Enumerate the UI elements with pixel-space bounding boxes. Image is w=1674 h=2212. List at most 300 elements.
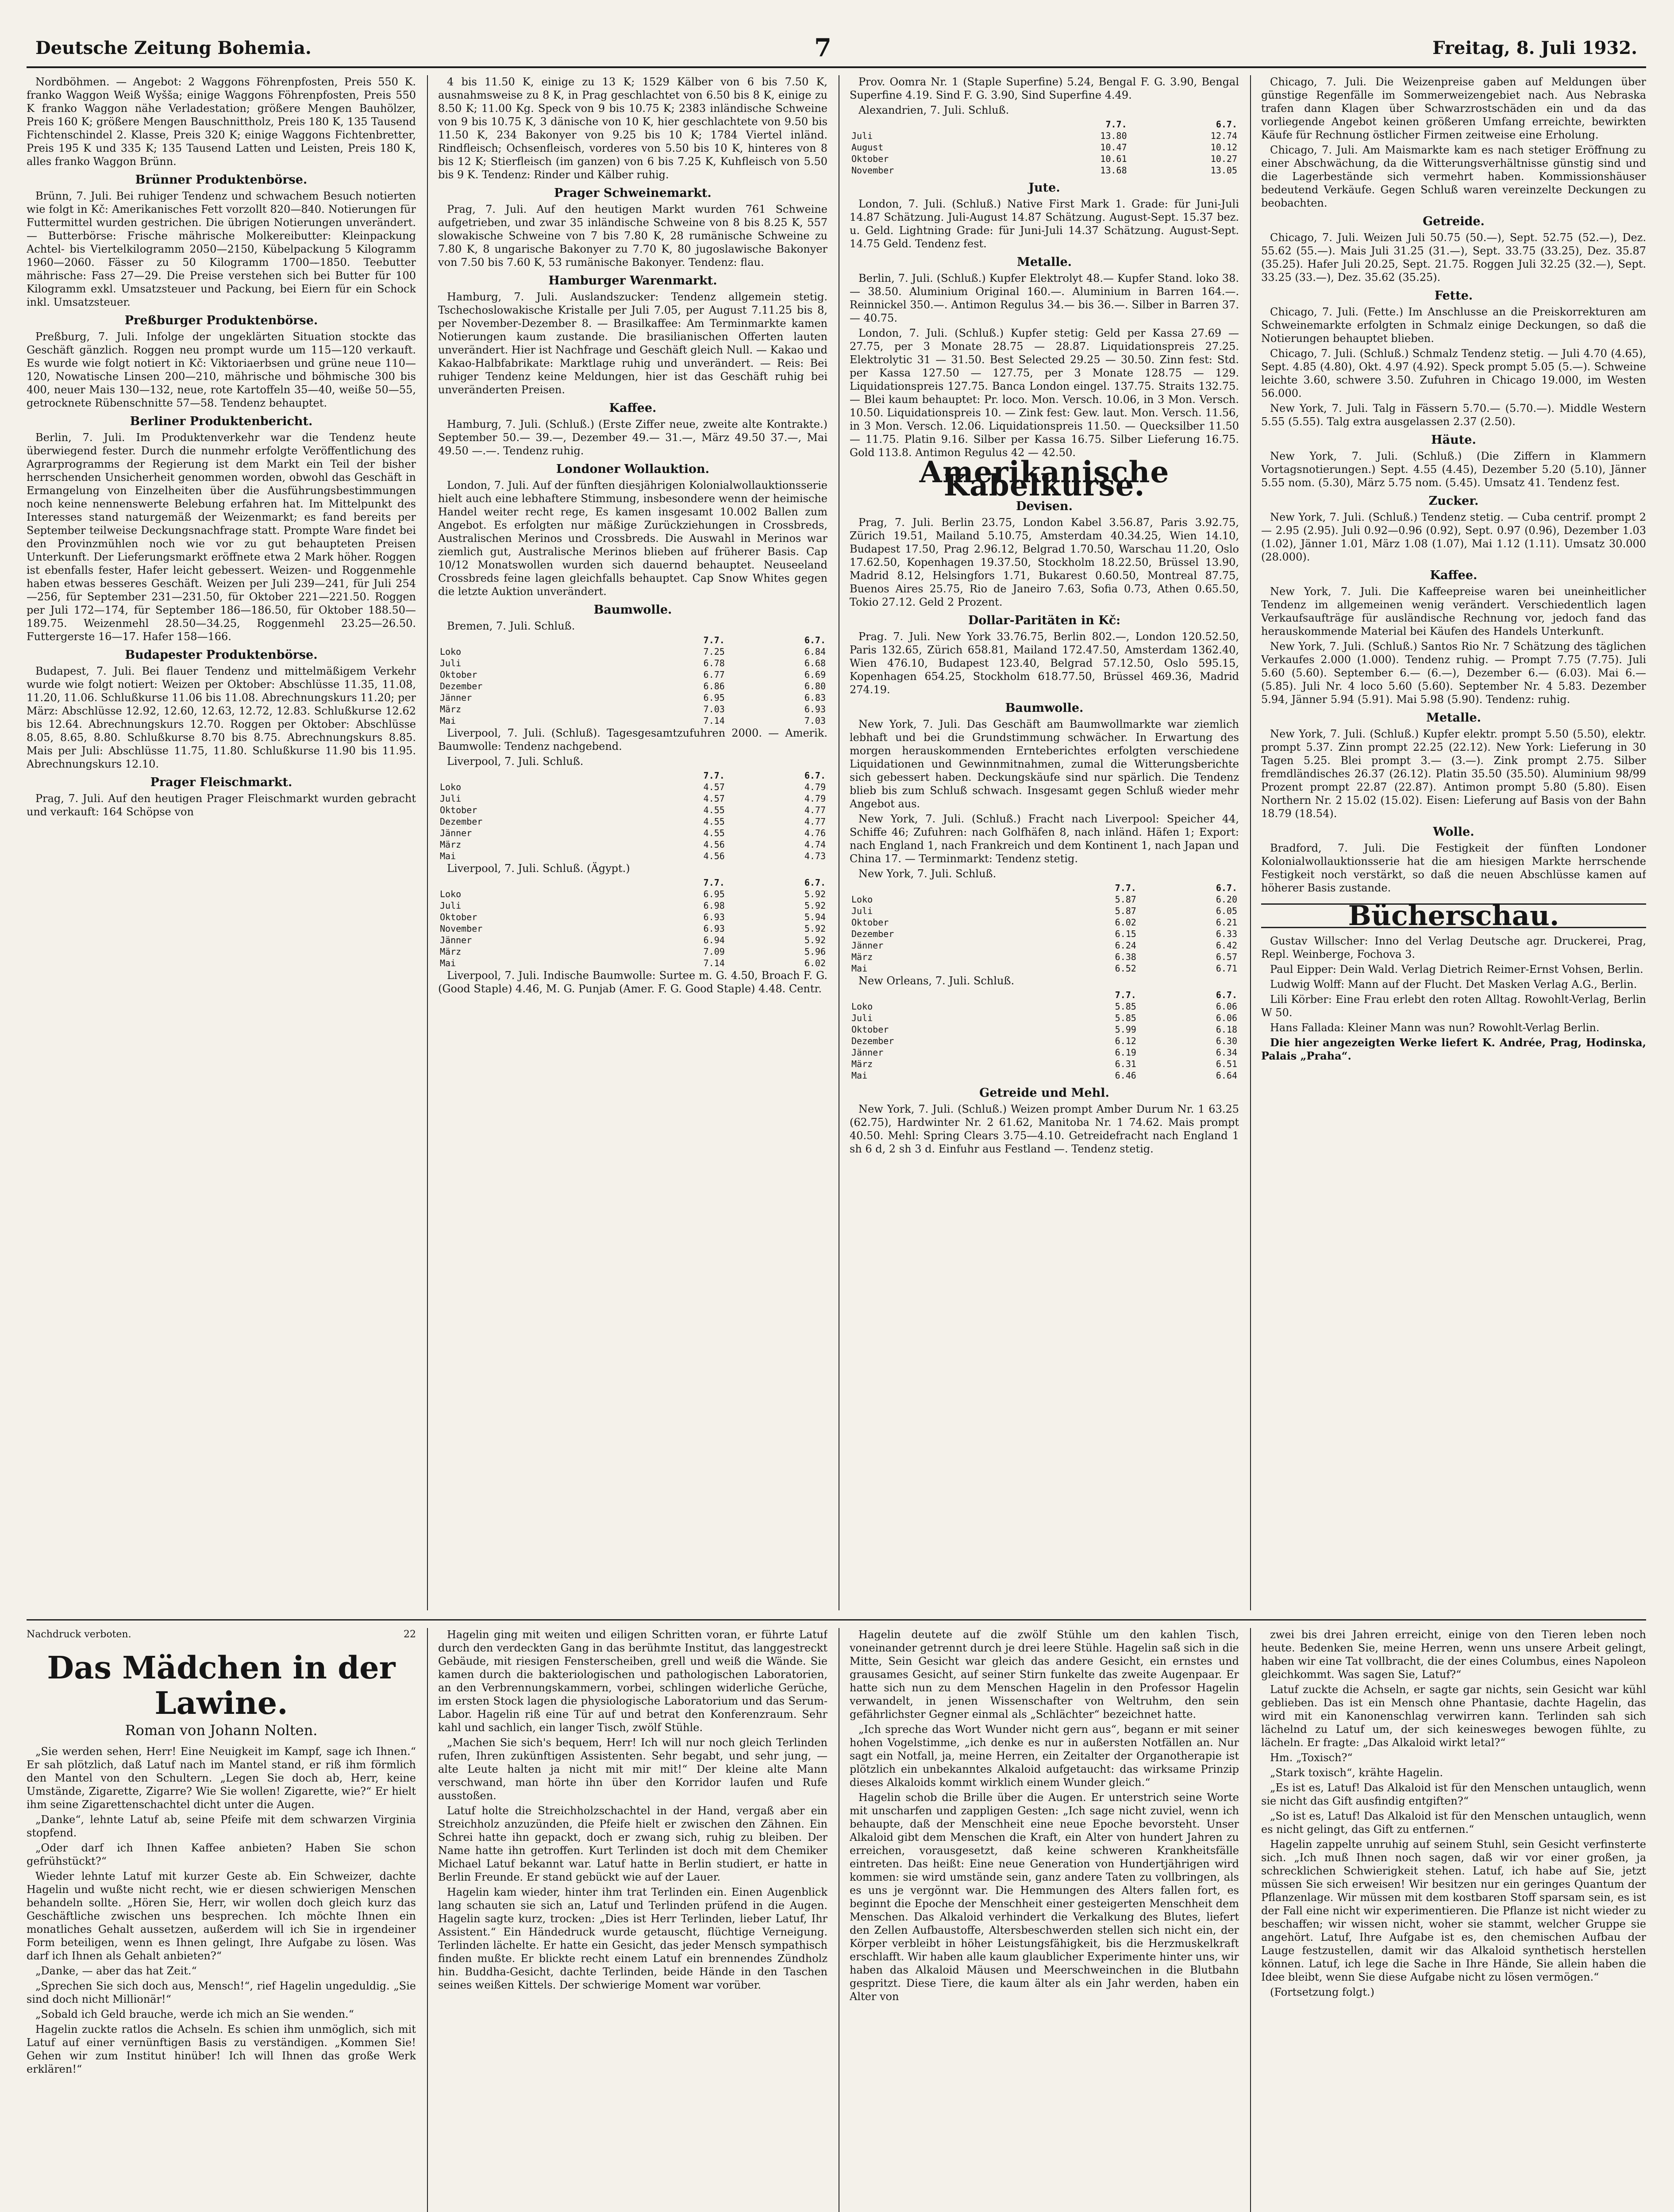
table-cell: Juli <box>440 793 462 804</box>
table-row <box>438 839 827 850</box>
novel-text <box>1261 1628 1646 1999</box>
novel-column-4 <box>1261 1628 1646 2212</box>
table-cell: Dezember <box>851 1036 894 1046</box>
section-heading: Kaffee. <box>609 401 657 415</box>
table-header-cell: 7.7. <box>1115 990 1136 1000</box>
paragraph: Prag, 7. Juli. Auf den heutigen Markt wurden 761 Schweine aufgetrieben, und zwar 35 inländische Schweine von 8 bis 8.25 K, 557 slowakische Schweine von 7 bis 7.80 K, 28 rumänische Schweine zu 7.80 K, 8 ungarische Bakonyer zu 7.70 K, 80 jugoslawische Bakonyer von 7.50 bis 7.60 K, 53 rumänische Bakonyer. Tendenz: flau. <box>438 203 827 269</box>
table-cell: Jänner <box>851 940 884 951</box>
table-cell: Jänner <box>440 692 472 703</box>
paragraph: New York, 7. Juli. (Schluß.) Fracht nach Liverpool: Speicher 44, Schiffe 46; Zufuhren: nach Golfhäfen 8, nach inländ. Häfen 1; Export: nach England 1, nach Frankreich und dem Kontinent 1, nach Japan und China 17. — Terminmarkt: Tendenz stetig. <box>850 813 1239 865</box>
table-row <box>438 703 827 715</box>
table-row <box>438 781 827 793</box>
table-cell: Juli <box>851 131 873 141</box>
novel-paragraph: „Danke, — aber das hat Zeit.“ <box>35 1965 197 1977</box>
table-cell: 6.06 <box>1216 1001 1237 1012</box>
novel-paragraph: Latuf zuckte die Achseln, er sagte gar nichts, sein Gesicht war kühl geblieben. Das ist ein Mensch ohne Phantasie, dachte Hagelin, das wird mit ein Kanonenschlag verwirren kann. Terlinden sah sich lächelnd zu Latuf um, der sich keinesweges bewogen fühlte, zu lächeln. Er fragte: „Das Alkaloid wirkt letal?“ <box>1261 1683 1646 1749</box>
table-cell: Mai <box>440 715 456 726</box>
table-row <box>850 153 1239 165</box>
novel-paragraph: „Sie werden sehen, Herr! Eine Neuigkeit im Kampf, sage ich Ihnen.“ Er sah plötzlich, daß Latuf nach im Mantel stand, er riß ihm förmlich den Mantel von den Schultern. „Legen Sie doch ab, Herr, keine Umstände, Zigarette, Zigarre? Wie Sie wollen! Zigarette, wie?“ Er hielt ihm seine Zigarettenschachtel dicht unter die Augen. <box>27 1745 416 1811</box>
table-cell: 6.42 <box>1216 940 1237 951</box>
table-cell: 4.55 <box>703 828 725 838</box>
table-header-row <box>438 634 827 646</box>
novel-paragraph: „Machen Sie sich's bequem, Herr! Ich will nur noch gleich Terlinden rufen, Ihren zukünftigen Assistenten. Sehr begabt, und sehr jung, — alte Leute halten ja nicht mit mir mit!“ Der kleine alte Mann verschwand, man hörte ihn über den Korridor laufen und Rufe ausstoßen. <box>438 1736 827 1802</box>
table-cell: 6.95 <box>703 889 725 899</box>
table-cell: 7.14 <box>703 958 725 968</box>
table-header-cell <box>850 989 1037 1001</box>
table-cell: 5.85 <box>1115 1001 1136 1012</box>
section-heading: Baumwolle. <box>1005 701 1084 715</box>
novel-paragraph: Hagelin deutete auf die zwölf Stühle um den kahlen Tisch, voneinander getrennt durch je drei leere Stühle. Hagelin saß sich in die Mitte, Sein Gesicht war gleich das andere Gesicht, ein ernstes und grausames Gesicht, auf seiner Stirn funkelte das zweite Augenpaar. Er hatte sich nun zu dem Menschen Hagelin in den Professor Hagelin verwandelt, in jenen Wissenschafter von Weltruhm, den sein gefährlichster Gegner einmal als „Schlächter“ bezeichnet hatte. <box>850 1628 1239 1720</box>
table-cell: 4.57 <box>703 782 725 792</box>
table-row <box>850 963 1239 974</box>
column-rule <box>1250 1628 1251 2212</box>
novel-paragraph: „Danke“, lehnte Latuf ab, seine Pfeife mit dem schwarzen Virginia stopfend. <box>27 1813 416 1839</box>
table-row <box>850 1001 1239 1012</box>
novel-paragraph: Hagelin schob die Brille über die Augen. Er unterstrich seine Worte mit unscharfen und zappligen Gesten: „Ich sage nicht zuviel, wenn ich behaupte, daß der Menschheit eine neue Epoche bevorsteht. Unser Alkaloid gibt dem Menschen die Kraft, ein Alter von hundert Jahren zu erreichen, vorausgesetzt, daß keine schweren Krankheitsfälle eintreten. Das heißt: Eine neue Generation von Hundertjährigen wird kommen: sie wird umstände sein, ganz andere Taten zu vollbringen, als es uns je vergönnt war. Die Hemmungen des Alters fallen fort, es beginnt die Epoche der Menschheit einer gesteigerten Menschheit dem Menschen. Das Alkaloid verhindert die Verkalkung des Blutes, liefert den Zellen Aufbaustoffe, Altersbeschwerden stellen sich nicht ein, der Körper verbleibt in höher Leistungsfähigkeit, bis die Herzmuskelkraft erschlafft. Wir haben alle kaum glaublicher Experimente hinter uns, wir haben das Alkaloid Mäusen und Meerschweinchen in die Blutbahn gespritzt. Diese Tiere, die kaum älter als ein Jahr werden, haben ein Alter von <box>850 1791 1239 2003</box>
table-cell: 6.57 <box>1216 952 1237 962</box>
table-cell: 6.19 <box>1115 1047 1136 1058</box>
table-row <box>438 911 827 923</box>
market-column-1 <box>27 75 416 1610</box>
bremen-cotton-table <box>438 634 827 726</box>
table-header-cell <box>438 634 626 646</box>
table-caption: Liverpool, 7. Juli. Schluß. <box>447 755 584 768</box>
table-cell: 6.64 <box>1216 1070 1237 1081</box>
novel-text <box>438 1628 827 1992</box>
paragraph: Chicago, 7. Juli. (Schluß.) Schmalz Tendenz stetig. — Juli 4.70 (4.65), Sept. 4.85 (4.80), Okt. 4.97 (4.92). Speck prompt 5.05 (5.—). Schweine leichte 3.60, schwere 3.50. Zufuhren in Chicago 19.000, im Westen 56.000. <box>1261 347 1646 399</box>
table-cell: 4.76 <box>804 828 826 838</box>
table-cell: Oktober <box>851 917 889 928</box>
column-rule <box>427 1628 428 2212</box>
table-cell: März <box>440 946 462 957</box>
table-cell: 6.78 <box>703 658 725 668</box>
table-cell: Loko <box>851 894 873 905</box>
table-cell: 13.05 <box>1210 165 1237 176</box>
paragraph: Liverpool, 7. Juli. Indische Baumwolle: Surtee m. G. 4.50, Broach F. G. (Good Staple) 4.46, M. G. Punjab (Amer. F. G. Good Staple) 4.48. Centr. <box>438 969 827 995</box>
table-cell: 7.25 <box>703 646 725 657</box>
table-caption: Liverpool, 7. Juli. Schluß. (Ägypt.) <box>447 862 630 875</box>
table-row <box>850 1047 1239 1058</box>
section-rule <box>27 1619 1646 1621</box>
table-header-cell <box>850 119 1018 130</box>
book-entry: Lili Körber: Eine Frau erlebt den roten Alltag. Rowohlt-Verlag, Berlin W 50. <box>1261 993 1646 1019</box>
table-cell: 6.68 <box>804 658 826 668</box>
table-cell: Juli <box>440 900 462 911</box>
table-cell: 5.85 <box>1115 1013 1136 1023</box>
table-cell: 6.86 <box>703 681 725 691</box>
paragraph: Budapest, 7. Juli. Bei flauer Tendenz und mittelmäßigem Verkehr wurde wie folgt notiert: Weizen per Oktober: Abschlüsse 11.35, 11.08, 11.20, 11.06. Schlußkurse 11.06 bis 11.08. Abrechnungskurs 11.20; per März: Abschlüsse 12.92, 12.60, 12.63, 12.72, 12.83. Schlußkurse 12.62 bis 12.64. Abrechnungskurs 12.70. Roggen per Oktober: Abschlüsse 8.05, 8.65, 8.80. Schlußkurse 8.70 bis 8.75. Abrechnungskurs 8.85. Mais per Juli: Abschlüsse 11.75, 11.80. Schlußkurse 11.90 bis 11.95. Abrechnungskurs 12.10. <box>27 665 416 770</box>
section-heading: Metalle. <box>1426 711 1482 725</box>
section-heading: Häute. <box>1431 433 1476 447</box>
paragraph: Chicago, 7. Juli. Weizen Juli 50.75 (50.—), Sept. 52.75 (52.—), Dez. 55.62 (55.—). Mais Juli 31.25 (31.—), Sept. 33.75 (33.25), Dez. 35.87 (35.25). Hafer Juli 20.25, Sept. 21.75. Roggen Juli 32.25 (32.—), Sept. 33.25 (33.—), Dez. 35.62 (35.25). <box>1261 231 1646 284</box>
table-cell: 6.95 <box>703 692 725 703</box>
novel-paragraph: Hagelin zuckte ratlos die Achseln. Es schien ihm unmöglich, sich mit Latuf auf einer vernünftigen Basis zu verständigen. „Kommen Sie! Gehen wir zum Institut hinüber! Ich will Ihnen das große Werk erklären!“ <box>27 2023 416 2075</box>
book-entry: Paul Eipper: Dein Wald. Verlag Dietrich Reimer-Ernst Vohsen, Berlin. <box>1270 963 1643 975</box>
table-cell: 6.18 <box>1216 1024 1237 1035</box>
table-cell: Oktober <box>851 154 889 164</box>
paragraph: Prov. Oomra Nr. 1 (Staple Superfine) 5.24, Bengal F. G. 3.90, Bengal Superfine 4.19. Sind F. G. 3.90, Sind Superfine 4.49. <box>850 76 1239 101</box>
market-column-2 <box>438 75 827 1610</box>
table-cell: Jänner <box>440 935 472 945</box>
paragraph: Preßburg, 7. Juli. Infolge der ungeklärten Situation stockte das Geschäft gänzlich. Roggen neu prompt wurde um 115—120 verkauft. Es wurde wie folgt notiert in Kč: Viktoriaerbsen und grüne neue 110—120, Nowatische Linsen 200—210, mährische und böhmische 300 bis 400, neuer Mais 130—132, neue, rote Kartoffeln 35—40, weiße 50—55, getrocknete Rübenschnitte 57—58. Tendenz behauptet. <box>27 330 416 409</box>
table-cell: 6.46 <box>1115 1070 1136 1081</box>
paragraph: 4 bis 11.50 K, einige zu 13 K; 1529 Kälber von 6 bis 7.50 K, ausnahmsweise zu 8 K, in Prag geschlachtet von 6.50 bis 8 K, einige zu 8.50 K; 11.00 Kg. Speck von 9 bis 10.75 K; 2383 inländische Schweine von 9 bis 10.75 K, 3 dänische von 10 K, hier geschlachtete von 9.50 bis 11.50 K, 234 Bakonyer von 9.25 bis 10 K; 1784 Viertel inländ. Rindfleisch; Ochsenfleisch, vorderes von 5.50 bis 10 K, hinteres von 8 bis 12 K; Stierfleisch (im ganzen) von 6 bis 7.25 K, Kuhfleisch von 5.50 bis 9 K. Tendenz: Rinder und Kälber ruhig. <box>438 76 827 181</box>
table-header-row <box>438 770 827 781</box>
paragraph: Chicago, 7. Juli. (Fette.) Im Anschlusse an die Preiskorrekturen am Schweinemarkte erfolgten in Schmalz einige Deckungen, so daß die Notierungen behauptet blieben. <box>1261 306 1646 345</box>
novel-paragraph: zwei bis drei Jahren erreicht, einige von den Tieren leben noch heute. Bedenken Sie, meine Herren, wenn uns unsere Arbeit gelingt, haben wir eine Tat vollbracht, die der eines Columbus, eines Napoleon gleichkommt. Was sagen Sie, Latuf?“ <box>1261 1628 1646 1681</box>
section-heading: Fette. <box>1434 289 1473 303</box>
section-heading: Londoner Wollauktion. <box>556 462 710 476</box>
novel-paragraph: „Oder darf ich Ihnen Kaffee anbieten? Haben Sie schon gefrühstückt?“ <box>27 1842 416 1867</box>
table-cell: 6.34 <box>1216 1047 1237 1058</box>
paragraph: Berlin, 7. Juli. Im Produktenverkehr war die Tendenz heute überwiegend fester. Durch die nunmehr erfolgte Veröffentlichung des Agrarprogramms der Regierung ist dem Markt ein Teil der bisher herrschenden Unsicherheit genommen worden, obwohl das Geschäft in Ermangelung von Einzelheiten über die Ausführungsbestimmungen noch keine nennenswerte Belebung erfahren hat. Im Mittelpunkt des Interesses stand naturgemäß der Weizenmarkt; es fand bereits per September teilweise Deckungsnachfrage statt. Prompte Ware findet bei den Provinzmühlen noch wie vor zu gut behaupteten Preisen Unterkunft. Der Lieferungsmarkt eröffnete etwa 2 Mark höher. Roggen ist ebenfalls fester, Hafer leicht gebessert. Weizen- und Roggenmehle haben etwas besseres Geschäft. Weizen per Juli 239—241, für Juli 254—256, für September 231—231.50, für Oktober 221—221.50. Roggen per Juli 172—174, für September 186—186.50, für Oktober 188.50—189.75. Weizenmehl 28.50—34.25, Roggenmehl 23.25—26.50. Futtergerste 16—17. Hafer 158—166. <box>27 431 416 643</box>
market-column-4 <box>1261 75 1646 1610</box>
table-row <box>850 905 1239 917</box>
book-entry: Die hier angezeigten Werke liefert K. Andrée, Prag, Hodinska, Palais „Praha“. <box>1261 1036 1646 1062</box>
novel-text <box>850 1628 1239 2003</box>
table-cell: 6.06 <box>1216 1013 1237 1023</box>
book-entry: Ludwig Wolff: Mann auf der Flucht. Det Masken Verlag A.G., Berlin. <box>1270 978 1637 991</box>
section-heading: Metalle. <box>1016 255 1072 269</box>
cable-rates-title: Amerikanische Kabelkurse. <box>919 455 1170 503</box>
section-heading: Devisen. <box>1016 499 1073 513</box>
newyork-cotton-table <box>850 882 1239 974</box>
paragraph: London, 7. Juli. (Schluß.) Kupfer stetig: Geld per Kassa 27.69 — 27.75, per 3 Monate 28.75 — 28.87. Liquidationspreis 27.25. Elektrolytic 31 — 31.50. Best Selected 29.25 — 30.50. Zinn fest: Std. per Kassa 127.50 — 127.75, per 3 Monate 128.75 — 129. Liquidationspreis 127.75. Banca London eingel. 137.75. Straits 132.75. — Blei kaum behauptet: Pr. loco. Mon. Versch. 10.06, in 3 Mon. Versch. 10.50. Liquidationspreis 10. — Zink fest: Gew. laut. Mon. Versch. 11.56, in 3 Mon. Versch. 12.06. Liquidationspreis 11.50. — Quecksilber 11.50 — 11.75. Platin 9.16. Silber per Kassa 16.75. Silber Lieferung 16.75. Gold 113.8. Antimon Regulus 42 — 42.50. <box>850 327 1239 459</box>
section-heading: Budapester Produktenbörse. <box>125 648 318 662</box>
table-cell: 6.93 <box>703 923 725 934</box>
table-cell: November <box>440 923 483 934</box>
table-row <box>850 1070 1239 1081</box>
table-caption: New Orleans, 7. Juli. Schluß. <box>858 975 1015 987</box>
table-cell: 6.98 <box>703 900 725 911</box>
table-caption: New York, 7. Juli. Schluß. <box>858 868 997 880</box>
novel-paragraph: (Fortsetzung folgt.) <box>1270 1986 1374 1998</box>
novel-paragraph: „Sprechen Sie sich doch aus, Mensch!“, rief Hagelin ungeduldig. „Sie sind doch nicht Millionär!“ <box>27 1980 416 2005</box>
section-heading: Getreide und Mehl. <box>979 1086 1109 1100</box>
table-cell: 6.83 <box>804 692 826 703</box>
table-row <box>438 715 827 726</box>
paragraph: New York, 7. Juli. (Schluß.) Weizen prompt Amber Durum Nr. 1 63.25 (62.75), Hardwinter Nr. 2 61.62, Manitoba Nr. 1 74.62. Mais prompt 40.50. Mehl: Spring Clears 3.75—4.10. Getreidefracht nach England 1 sh 6 d, 2 sh 3 d. Einfuhr aus Festland —. Tendenz stetig. <box>850 1103 1239 1155</box>
table-header-cell: 7.7. <box>703 877 725 888</box>
table-header-cell <box>438 877 626 888</box>
table-header-cell: 6.7. <box>1216 883 1237 893</box>
table-cell: 4.77 <box>804 816 826 827</box>
table-row <box>850 1035 1239 1047</box>
paragraph: Chicago, 7. Juli. Die Weizenpreise gaben auf Meldungen über günstige Regenfälle im Sommerweizengebiet nach. Aus Nebraska trafen dann Klagen über Schwarzrostschäden ein und da das vorliegende Angebot keinen größeren Umfang erreichte, bewirkten Käufe für Rechnung östlicher Firmen zeitweise eine Erholung. <box>1261 76 1646 141</box>
table-cell: Oktober <box>440 805 477 815</box>
section-heading: Jute. <box>1028 181 1060 195</box>
novel-paragraph: „Es ist es, Latuf! Das Alkaloid ist für den Menschen untauglich, wenn sie nicht das Gift ausfindig entgiften?“ <box>1261 1782 1646 1807</box>
novel-paragraph: „Sobald ich Geld brauche, werde ich mich an Sie wenden.“ <box>35 2008 354 2020</box>
table-cell: 6.94 <box>703 935 725 945</box>
section-heading: Dollar-Paritäten in Kč: <box>968 614 1121 627</box>
table-cell: 4.55 <box>703 805 725 815</box>
table-row <box>438 816 827 827</box>
table-row <box>438 680 827 692</box>
paper-name: Deutsche Zeitung Bohemia. <box>35 38 312 58</box>
table-cell: November <box>851 165 894 176</box>
paragraph: New York, 7. Juli. (Schluß.) Tendenz stetig. — Cuba centrif. prompt 2 — 2.95 (2.95). Juli 0.92—0.96 (0.92), Sept. 0.97 (0.96), Dezember 1.03 (1.02), Jänner 1.01, März 1.08 (1.07), Mai 1.12 (1.11). Umsatz 30.000 (28.000). <box>1261 511 1646 563</box>
table-header-cell: 6.7. <box>804 635 826 645</box>
table-cell: 5.87 <box>1115 906 1136 916</box>
section-heading: Getreide. <box>1423 215 1485 228</box>
table-cell: 13.80 <box>1100 131 1127 141</box>
table-cell: Dezember <box>851 929 894 939</box>
table-cell: 5.92 <box>804 923 826 934</box>
novel-author: Roman von Johann Nolten. <box>125 1722 318 1739</box>
paragraph: Prag, 7. Juli. Berlin 23.75, London Kabel 3.56.87, Paris 3.92.75, Zürich 19.51, Mailand 5.10.75, Amsterdam 40.34.25, Wien 14.10, Budapest 17.50, Prag 2.96.12, Belgrad 1.70.50, Warschau 11.20, Oslo 17.62.50, Kopenhagen 19.37.50, Stockholm 18.22.50, Brüssel 13.90, Madrid 8.12, Helsingfors 1.71, Bukarest 0.60.50, Montreal 87.75, Buenos Aires 25.75, Rio de Janeiro 7.63, Sofia 0.73, Athen 0.65.50, Tokio 27.12. Geld 2 Prozent. <box>850 516 1239 608</box>
book-entry: Hans Fallada: Kleiner Mann was nun? Rowohlt-Verlag Berlin. <box>1270 1022 1600 1034</box>
table-cell: 4.79 <box>804 793 826 804</box>
section-heading: Baumwolle. <box>593 603 672 617</box>
table-cell: 6.93 <box>804 704 826 714</box>
paragraph: London, 7. Juli. Auf der fünften diesjährigen Kolonialwollauktionsserie hielt auch eine lebhaftere Stimmung, insbesondere wenn der heimische Handel weiter recht rege, Es kamen insgesamt 10.002 Ballen zum Angebot. Es erfolgten nur mäßige Zurückziehungen in Crossbreds, Australischen Merinos und Crossbreds. Die Auswahl in Merinos war ziemlich gut, Australische Merinos blieben auf früherer Basis. Cap 10/12 Monatswollen wurden sich dauernd behauptet. Neuseeland Crossbreds feine lagen gleichfalls behauptet. Cap Snow Whites gegen die letzte Auktion unverändert. <box>438 479 827 598</box>
section-heading: Prager Schweinemarkt. <box>554 186 712 200</box>
paragraph: Hamburg, 7. Juli. (Schluß.) (Erste Ziffer neue, zweite alte Kontrakte.) September 50.— 39.—, Dezember 49.— 31.—, März 49.50 37.—, Mai 49.50 —.—. Tendenz ruhig. <box>438 418 827 457</box>
table-row <box>438 793 827 804</box>
novel-paragraph: „Ich spreche das Wort Wunder nicht gern aus“, begann er mit seiner hohen Vogelstimme, „ich denke es nur in außersten Notfällen an. Nur sagt ein Notfall, ja, meine Herren, ein Zeitalter der Organotherapie ist plötzlich ein unbekanntes Alkaloid aufgetaucht: das wirksame Prinzip dieses Alkaloids kommt wirklich einem Wunder gleich.“ <box>850 1723 1239 1789</box>
paragraph: New York, 7. Juli. Die Kaffeepreise waren bei uneinheitlicher Tendenz im allgemeinen wenig verändert. Verschiedentlich lagen Verkaufsaufträge für ausländische Rechnung vor, jedoch fand das herauskommende Material bei Käufen des Handels Unterkunft. <box>1261 585 1646 637</box>
table-cell: 6.30 <box>1216 1036 1237 1046</box>
table-cell: 6.20 <box>1216 894 1237 905</box>
table-cell: 5.87 <box>1115 894 1136 905</box>
novel-paragraph: Wieder lehnte Latuf mit kurzer Geste ab. Ein Schweizer, dachte Hagelin und wußte nicht recht, wie er diesen schwierigen Menschen behandeln sollte. „Hören Sie, Herr, wir wollen doch gleich kurz das Geschäftliche zwischen uns besprechen. Ich möchte Ihnen ein monatliches Gehalt aussetzen, außerdem will ich Sie in irgendeiner Form beteiligen, wenn es Ihnen gelingt, Ihre Aufgabe zu lösen. Was darf ich Ihnen als Gehalt anbieten?“ <box>27 1870 416 1962</box>
table-row <box>438 957 827 969</box>
table-cell: 6.51 <box>1216 1059 1237 1069</box>
paragraph: Prag, 7. Juli. Auf den heutigen Prager Fleischmarkt wurden gebracht und verkauft: 164 Schöpse von <box>27 792 416 818</box>
table-cell: Juli <box>851 1013 873 1023</box>
table-cell: Mai <box>851 1070 868 1081</box>
table-row <box>850 1012 1239 1024</box>
table-header-cell: 6.7. <box>1216 119 1237 130</box>
table-cell: 6.02 <box>1115 917 1136 928</box>
newspaper-page <box>27 13 1646 2212</box>
liverpool-cotton-table <box>438 770 827 862</box>
table-header-row <box>850 882 1239 894</box>
paragraph: New York, 7. Juli. (Schluß.) Santos Rio Nr. 7 Schätzung des täglichen Verkaufes 2.000 (1.000). Tendenz ruhig. — Prompt 7.75 (7.75). Juli 5.60 (5.60). September 6.— (6.—), Dezember 6.— (6.03). Mai 6.— (5.85). Juli Nr. 4 loco 5.60 (5.60). September Nr. 4 5.83. Dezember 5.94, Jänner 5.94 (5.91). Mai 5.98 (5.90). Tendenz: ruhig. <box>1261 640 1646 706</box>
table-cell: Oktober <box>440 669 477 680</box>
table-cell: Loko <box>440 889 462 899</box>
novel-paragraph: Hagelin kam wieder, hinter ihm trat Terlinden ein. Einen Augenblick lang schauten sie sich an, Latuf und Terlinden prüfend in die Augen. Hagelin sagte kurz, trocken: „Dies ist Herr Terlinden, lieber Latuf, Ihr Assistent.“ Ein Händedruck wurde getauscht, flüchtige Verneigung. Terlinden lächelte. Er hatte ein Gesicht, das jeder Mensch sympathisch finden mußte. Er blickte recht einem Latuf ein brennendes Zündholz hin. Buddha-Gesicht, dachte Terlinden, beide Hände in den Taschen seines weißen Kittels. Der schwierige Moment war vorüber. <box>438 1886 827 1991</box>
table-cell: März <box>851 952 873 962</box>
table-cell: Mai <box>440 958 456 968</box>
table-cell: 5.92 <box>804 935 826 945</box>
paragraph: Brünn, 7. Juli. Bei ruhiger Tendenz und schwachem Besuch notierten wie folgt in Kč: Amerikanisches Fett vorzollt 820—840. Notierungen für Futtermittel wurden gestrichen. Die übrigen Notierungen unverändert. — Butterbörse: Frische mährische Molkereibutter: Kleinpackung Achtel- bis Viertelkilogramm 2050—2150, Kübelpackung 5 Kilogramm 1960—2060. Fässer zu 50 Kilogramm 1700—1850. Teebutter mährische: Fass 27—29. Die Preise verstehen sich bei Butter für 100 Kilogramm exkl. Umsatzsteuer und Packung, bei Eiern für ein Schock inkl. Umsatzsteuer. <box>27 190 416 308</box>
novel-paragraph: Hagelin zappelte unruhig auf seinem Stuhl, sein Gesicht verfinsterte sich. „Ich muß Ihnen noch sagen, daß wir vor einer großen, ja schrecklichen Schwierigkeit stehen. Latuf, ich habe auf Sie, jetzt müssen Sie sich erweisen! Wir besitzen nur ein geringes Quantum der Pflanzenlage. Wir müssen mit dem kostbaren Stoff sparsam sein, es ist der Fall eine nicht wir experimentieren. Die Pflanze ist nicht wieder zu beschaffen; wir wissen nicht, woher sie stammt, welcher Gruppe sie angehört. Latuf, Ihre Aufgabe ist es, den chemischen Aufbau der Lauge festzustellen, damit wir das Alkaloid synthetisch herstellen können. Latuf, ich lege die Sache in Ihre Hände, Sie allein haben die Idee bleibt, wenn Sie diese Aufgabe nicht zu lösen vermögen.“ <box>1261 1838 1646 1983</box>
table-row <box>438 827 827 839</box>
table-cell: 4.57 <box>703 793 725 804</box>
table-cell: 7.03 <box>703 704 725 714</box>
installment-number: 22 <box>404 1629 416 1640</box>
table-row <box>438 646 827 657</box>
table-cell: 4.79 <box>804 782 826 792</box>
table-cell: 6.52 <box>1115 963 1136 974</box>
table-row <box>850 940 1239 951</box>
table-cell: 6.80 <box>804 681 826 691</box>
table-cell: Jänner <box>440 828 472 838</box>
novel-paragraph: Hm. „Toxisch?“ <box>1270 1751 1353 1764</box>
table-row <box>850 1024 1239 1035</box>
table-cell: 6.21 <box>1216 917 1237 928</box>
table-cell: 6.93 <box>703 912 725 922</box>
book-entry: Gustav Willscher: Inno del Verlag Deutsche agr. Druckerei, Prag, Repl. Weinberge, Fochova 3. <box>1261 935 1646 960</box>
table-row <box>438 850 827 862</box>
paragraph: Liverpool, 7. Juli. (Schluß). Tagesgesamtzufuhren 2000. — Amerik. Baumwolle: Tendenz nachgebend. <box>438 727 827 753</box>
paragraph: London, 7. Juli. (Schluß.) Native First Mark 1. Grade: für Juni-Juli 14.87 Schätzung. Juli-August 14.87 Schätzung. August-Sept. 15.37 bez. u. Geld. Lightning Grade: für Juni-Juli 14.37 Schätzung. August-Sept. 14.75 Geld. Tendenz fest. <box>850 198 1239 250</box>
table-header-cell: 7.7. <box>1105 119 1127 130</box>
table-cell: 4.56 <box>703 839 725 850</box>
page-number: 7 <box>814 33 831 62</box>
table-cell: Oktober <box>851 1024 889 1035</box>
table-header-cell <box>850 882 1037 894</box>
table-cell: 5.96 <box>804 946 826 957</box>
section-heading: Wolle. <box>1433 825 1474 839</box>
table-cell: 6.02 <box>804 958 826 968</box>
table-cell: Mai <box>851 963 868 974</box>
table-cell: 6.15 <box>1115 929 1136 939</box>
table-cell: 7.09 <box>703 946 725 957</box>
table-cell: 6.69 <box>804 669 826 680</box>
table-cell: März <box>851 1059 873 1069</box>
table-cell: 7.03 <box>804 715 826 726</box>
table-cell: Dezember <box>440 816 483 827</box>
table-cell: 10.12 <box>1210 142 1237 153</box>
table-row <box>438 934 827 946</box>
table-cell: 5.92 <box>804 889 826 899</box>
table-header-cell: 6.7. <box>804 770 826 781</box>
table-cell: 5.92 <box>804 900 826 911</box>
novel-column-1 <box>27 1628 416 2212</box>
table-header-cell: 6.7. <box>1216 990 1237 1000</box>
table-row <box>438 692 827 703</box>
paragraph: Hamburg, 7. Juli. Auslandszucker: Tendenz allgemein stetig. Tschechoslowakische Kristalle per Juli 7.05, per August 7.11.25 bis 8, per November-Dezember 8. — Brasilkaffee: Am Terminmarkte kamen Notierungen kaum zustande. Die brasilianischen Offerten lauten unverändert. Hier ist Nachfrage und Geschäft gleich Null. — Kakao und Kakao-Halbfabrikate: Marktlage ruhig und unverändert. — Reis: Bei ruhiger Tendenz keine Meldungen, hier ist das Geschäft ruhig bei unveränderten Preisen. <box>438 291 827 396</box>
book-review-title: Bücherschau. <box>1261 903 1646 928</box>
table-cell: März <box>440 704 462 714</box>
table-cell: 4.56 <box>703 851 725 861</box>
table-row <box>850 142 1239 153</box>
table-header-row <box>850 119 1239 130</box>
table-cell: 6.77 <box>703 669 725 680</box>
reprint-notice: Nachdruck verboten. <box>27 1629 131 1640</box>
paragraph: Nordböhmen. — Angebot: 2 Waggons Föhrenpfosten, Preis 550 K. franko Waggon Weiß Wyšša; einige Waggons Föhrenpfosten, Preis 550 K franko Waggon nähe Verladestation; größere Mengen Bauhölzer, Preis 160 K; größere Mengen Bauschnittholz, Preis 180 K, 135 Tausend Fichtenschindel 2. Klasse, Preis 320 K; einige Waggons Fichtenbretter, Preis 195 K und 335 K; 135 Tausend Latten und Leisten, Preis 180 K, alles franko Waggon Brünn. <box>27 76 416 168</box>
paragraph: New York, 7. Juli. (Schluß.) Kupfer elektr. prompt 5.50 (5.50), elektr. prompt 5.37. Zinn prompt 22.25 (22.12). New York: Lieferung in 30 Tagen 5.25. Blei prompt 3.— (3.—). Zink prompt 2.75. Silber fremdländisches 26.37 (26.12). Platin 35.50 (35.50). Aluminium 98/99 Prozent prompt 22.87 (22.87). Antimon prompt 5.80 (5.80). Eisen Northern Nr. 2 15.02 (15.02). Eisen: Lieferung auf Basis von der Bahn 18.79 (18.54). <box>1261 728 1646 820</box>
table-cell: 12.74 <box>1210 131 1237 141</box>
column-rule <box>427 75 428 1610</box>
novel-paragraph: Latuf holte die Streichholzschachtel in der Hand, vergaß aber ein Streichholz anzuzünden, die Pfeife hielt er zwischen den Zähnen. Ein Schrei hatte ihn gepackt, doch er zwang sich, ruhig zu bleiben. Der Name hatte ihn getroffen. Kurt Terlinden ist doch mit dem Chemiker Michael Latuf bekannt war. Latuf hatte in Berlin studiert, er hatte in Berlin Freunde. Er stand gebückt wie auf der Lauer. <box>438 1805 827 1883</box>
paragraph: Berlin, 7. Juli. (Schluß.) Kupfer Elektrolyt 48.— Kupfer Stand. loko 38.— 38.50. Aluminium Original 160.—. Aluminium in Barren 164.—. Reinnickel 350.—. Antimon Regulus 34.— bis 36.—. Silber in Barren 37.— 40.75. <box>850 272 1239 324</box>
table-cell: Jänner <box>851 1047 884 1058</box>
neworleans-cotton-table <box>850 989 1239 1081</box>
table-row <box>850 130 1239 142</box>
table-cell: 5.99 <box>1115 1024 1136 1035</box>
egypt-cotton-table <box>438 877 827 969</box>
table-cell: 6.38 <box>1115 952 1136 962</box>
paragraph: Bradford, 7. Juli. Die Festigkeit der fünften Londoner Kolonialwollauktionsserie hat die am hiesigen Markte herrschende Festigkeit noch verstärkt, so daß die neuen Abschlüsse kamen auf höherer Basis zustande. <box>1261 842 1646 894</box>
section-heading: Preßburger Produktenbörse. <box>124 314 318 327</box>
table-cell: August <box>851 142 884 153</box>
table-header-cell: 7.7. <box>703 635 725 645</box>
table-cell: 13.68 <box>1100 165 1127 176</box>
table-header-row <box>850 989 1239 1001</box>
paragraph: Prag. 7. Juli. New York 33.76.75, Berlin 802.—, London 120.52.50, Paris 132.65, Zürich 658.81, Mailand 172.47.50, Amsterdam 1362.40, Wien 476.10, Budapest 123.40, Belgrad 57.12.50, Oslo 595.15, Kopenhagen 654.25, Stockholm 618.77.50, Brüssel 469.36, Madrid 274.19. <box>850 630 1239 696</box>
table-row <box>850 1058 1239 1070</box>
novel-title: Das Mädchen in der Lawine. <box>47 1649 396 1721</box>
novel-column-2 <box>438 1628 827 2212</box>
table-header-cell: 7.7. <box>1115 883 1136 893</box>
novel-paragraph: „So ist es, Latuf! Das Alkaloid ist für den Menschen untauglich, wenn es nicht gelingt, das Gift zu entfernen.“ <box>1261 1810 1646 1836</box>
table-cell: 6.71 <box>1216 963 1237 974</box>
table-header-cell <box>438 770 626 781</box>
table-row <box>850 165 1239 176</box>
table-cell: Oktober <box>440 912 477 922</box>
table-header-cell: 7.7. <box>703 770 725 781</box>
table-cell: 6.31 <box>1115 1059 1136 1069</box>
table-row <box>438 804 827 816</box>
table-row <box>850 917 1239 928</box>
table-cell: 4.74 <box>804 839 826 850</box>
table-header-cell: 6.7. <box>804 877 826 888</box>
table-cell: 5.94 <box>804 912 826 922</box>
paragraph: New York, 7. Juli. Das Geschäft am Baumwollmarkte war ziemlich lebhaft und bei die Grundstimmung schwächer. In Erwartung des morgen herauskommenden Ernteberichtes erfolgten verschiedene Liquidationen und Gewinnmitnahmen, zumal die Witterungsberichte sich gebessert haben. Deckungskäufe sind nur spärlich. Die Tendenz blieb bis zum Schluß schwach. Insgesamt gegen Schluß wieder mehr Angebot aus. <box>850 718 1239 810</box>
table-row <box>438 946 827 957</box>
table-cell: 4.55 <box>703 816 725 827</box>
table-cell: Mai <box>440 851 456 861</box>
table-row <box>850 928 1239 940</box>
table-cell: 10.47 <box>1100 142 1127 153</box>
table-row <box>438 669 827 680</box>
column-rule <box>1250 75 1251 1610</box>
table-header-row <box>438 877 827 888</box>
novel-paragraph: Hagelin ging mit weiten und eiligen Schritten voran, er führte Latuf durch den verdeckten Gang in das berühmte Institut, das langgestreckt Gebäude, mit riesigen Fensterscheiben, grell und weiß die Wände. Sie kamen durch die bakteriologischen und pathologischen Laboratorien, an den Verbrennungskammern, vorbei, schlingen widerliche Gerüche, im ersten Stock lagen die physiologische Laboratorium und das Serum-Labor. Hagelin riß eine Tür auf und betrat den Konferenzraum. Sehr kahl und sachlich, ein langer Tisch, zwölf Stühle. <box>438 1628 827 1734</box>
section-heading: Berliner Produktenbericht. <box>130 415 313 428</box>
table-row <box>438 657 827 669</box>
table-row <box>850 951 1239 963</box>
table-cell: 7.14 <box>703 715 725 726</box>
table-cell: März <box>440 839 462 850</box>
table-cell: 6.33 <box>1216 929 1237 939</box>
table-row <box>438 900 827 911</box>
table-cell: Juli <box>851 906 873 916</box>
table-cell: Loko <box>851 1001 873 1012</box>
table-cell: 4.77 <box>804 805 826 815</box>
novel-column-3 <box>850 1628 1239 2212</box>
table-cell: Dezember <box>440 681 483 691</box>
table-cell: 6.24 <box>1115 940 1136 951</box>
table-row <box>438 888 827 900</box>
table-row <box>850 894 1239 905</box>
table-row <box>438 923 827 934</box>
paragraph: New York, 7. Juli. (Schluß.) (Die Ziffern in Klammern Vortagsnotierungen.) Sept. 4.55 (4.45), Dezember 5.20 (5.10), Jänner 5.55 nom. (5.30), März 5.75 nom. (5.45). Umsatz 41. Tendenz fest. <box>1261 450 1646 489</box>
novel-paragraph: „Stark toxisch“, krähte Hagelin. <box>1270 1767 1443 1779</box>
table-cell: 6.12 <box>1115 1036 1136 1046</box>
table-caption: Bremen, 7. Juli. Schluß. <box>447 620 575 632</box>
table-cell: 6.05 <box>1216 906 1237 916</box>
section-heading: Hamburger Warenmarkt. <box>548 274 717 288</box>
table-cell: Loko <box>440 782 462 792</box>
section-heading: Prager Fleischmarkt. <box>150 776 292 789</box>
table-cell: 6.84 <box>804 646 826 657</box>
paragraph: New York, 7. Juli. Talg in Fässern 5.70.— (5.70.—). Middle Western 5.55 (5.55). Talg extra ausgelassen 2.37 (2.50). <box>1261 402 1646 428</box>
market-column-3 <box>850 75 1239 1610</box>
table-caption: Alexandrien, 7. Juli. Schluß. <box>858 104 1009 116</box>
table-cell: 4.73 <box>804 851 826 861</box>
table-cell: 10.61 <box>1100 154 1127 164</box>
novel-header-line <box>27 1628 416 1641</box>
section-heading: Zucker. <box>1428 494 1479 508</box>
issue-date: Freitag, 8. Juli 1932. <box>1432 38 1637 58</box>
section-heading: Kaffee. <box>1430 568 1478 582</box>
masthead <box>27 13 1646 68</box>
